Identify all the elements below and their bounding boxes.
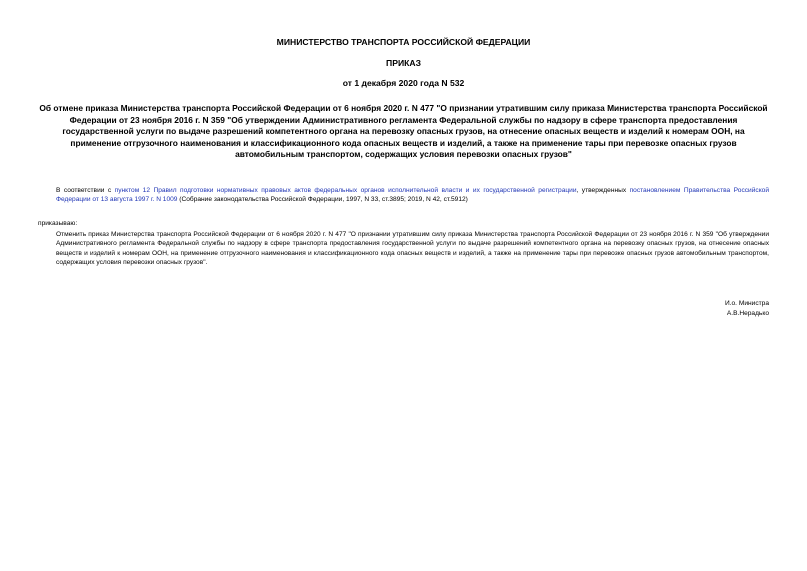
basis-paragraph — [38, 186, 769, 205]
document-date-number: от 1 декабря 2020 года N 532 — [342, 78, 465, 88]
decree-word: приказываю: — [38, 220, 78, 227]
basis-prefix: В соответствии с — [56, 187, 115, 194]
government-decree-link[interactable]: постановлением Правительства Российской Федерации от 13 августа 1997 г. N 1009 — [56, 187, 770, 204]
document-title: Об отмене приказа Министерства транспорта Российской Федерации от 6 ноября 2020 г. N 477 "О признании утратившим силу приказа Министерства транспорта Российской Федерации от 23 ноября 2016 г. N 359 "Об утверждении Административного регламента Федеральной службы по надзору в сфере транспорта предоставления государственной услуги по выдаче разрешений компетентного органа на перевозку опасных грузов, на отнесение опасных веществ и изделий к номерам ООН, на применение отгрузочного наименования и классификационного кода опасных веществ и изделий, а также на применение тары при перевозке опасных грузов автомобильным транспортом, содержащих условия перевозки опасных грузов" — [39, 103, 768, 159]
basis-line — [38, 186, 769, 205]
order-text: Отменить приказ Министерства транспорта Российской Федерации от 6 ноября 2020 г. N 477 "О признании утратившим силу приказа Министерства транспорта Российской Федерации от 23 ноября 2016 г. N 359 "Об утверждении Административного регламента Федеральной службы по надзору в сфере транспорта предоставления государственной услуги по выдаче разрешений компетентного органа на перевозку опасных грузов, на отнесение опасных веществ и изделий к номерам ООН, на применение отгрузочного наименования и классификационного кода опасных веществ и изделий, а также на применение тары при перевозке опасных грузов автомобильным транспортом, содержащих условия перевозки опасных грузов". — [56, 231, 769, 267]
signature-name: А.В.Нерадько — [726, 310, 769, 317]
basis-suffix: (Собрание законодательства Российской Федерации, 1997, N 33, ст.3895; 2019, N 42, ст.5912) — [177, 196, 468, 204]
rules-link[interactable]: пунктом 12 Правил подготовки нормативных правовых актов федеральных органов исполнительной власти и их государственной регистрации — [114, 187, 577, 194]
document-kind: ПРИКАЗ — [386, 58, 421, 68]
ministry-heading: МИНИСТЕРСТВО ТРАНСПОРТА РОССИЙСКОЙ ФЕДЕРАЦИИ — [276, 37, 531, 47]
signature-position: И.о. Министра — [724, 300, 769, 307]
basis-middle: , утвержденных — [576, 187, 630, 194]
order-paragraph — [38, 230, 769, 268]
